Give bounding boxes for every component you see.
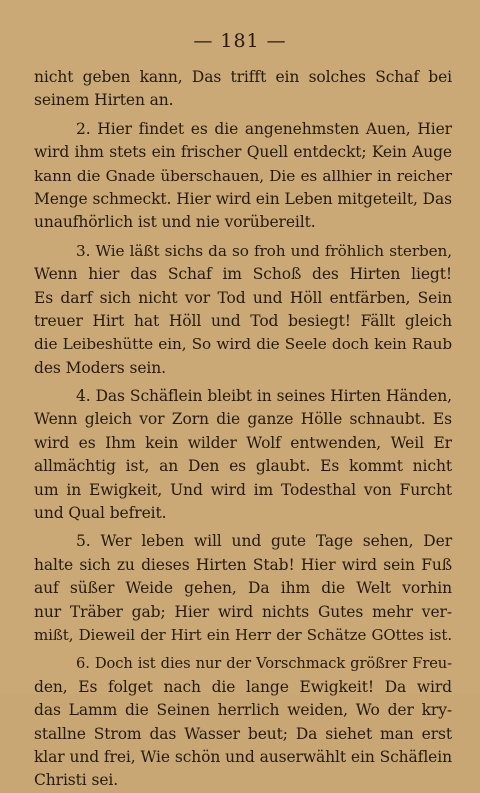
text-line: wird es Ihm kein wilder Wolf entwenden, Weil Er bbox=[34, 433, 452, 452]
text-line: wird ihm stets ein frischer Quell entdeckt; Kein Auge bbox=[34, 143, 452, 162]
text-line: nur Träber gab; Hier wird nichts Gutes mehr ver- bbox=[34, 602, 452, 621]
text-line: des Moders sein. bbox=[34, 358, 166, 377]
text-line: klar und frei, Wie schön und auserwählt ein Schäflein bbox=[34, 747, 452, 766]
text-line: 4. Das Schäflein bleibt in seines Hirten Händen, bbox=[76, 387, 452, 406]
text-line: um in Ewigkeit, Und wird im Todesthal von Furcht bbox=[34, 480, 452, 499]
text-line: allmächtig ist, an Den es glaubt. Es kommt nicht bbox=[34, 457, 452, 476]
text-line: Christi sei. bbox=[34, 771, 119, 790]
text-line: auf süßer Weide gehen, Da ihm die Welt vorhin bbox=[34, 579, 452, 598]
text-line: 6. Doch ist dies nur der Vorschmack größrer Freu- bbox=[76, 655, 452, 673]
text-line: Es darf sich nicht vor Tod und Höll entfärben, Sein bbox=[34, 288, 452, 307]
page-number: — 181 — bbox=[193, 30, 287, 52]
text-line: Menge schmeckt. Hier wird ein Leben mitgeteilt, Das bbox=[34, 189, 452, 208]
text-line: kann die Gnade überschauen, Die es allhier in reicher bbox=[34, 166, 452, 185]
text-line: die Leibeshütte ein, So wird die Seele doch kein Raub bbox=[34, 335, 452, 354]
text-line: unaufhörlich ist und nie vorübereilt. bbox=[34, 213, 316, 232]
text-line: seinem Hirten an. bbox=[34, 91, 174, 110]
text-line: stallne Strom das Wasser beut; Da siehet man erst bbox=[34, 724, 452, 743]
text-line: und Qual befreit. bbox=[34, 504, 167, 523]
text-line: den, Es folget nach die lange Ewigkeit! Da wird bbox=[34, 677, 452, 696]
text-line: 2. Hier findet es die angenehmsten Auen, Hier bbox=[76, 119, 452, 138]
text-line: treuer Hirt hat Höll und Tod besiegt! Fällt gleich bbox=[34, 311, 452, 330]
text-line: Wenn hier das Schaf im Schoß des Hirten liegt! bbox=[34, 265, 452, 284]
text-line: 5. Wer leben will und gute Tage sehen, Der bbox=[76, 532, 452, 551]
text-line: das Lamm die Seinen herrlich weiden, Wo der kry- bbox=[34, 701, 452, 720]
text-line: halte sich zu dieses Hirten Stab! Hier wird sein Fuß bbox=[34, 555, 452, 574]
text-line: nicht geben kann, Das trifft ein solches Schaf bei bbox=[34, 68, 452, 86]
text-line: 3. Wie läßt sichs da so froh und fröhlich sterben, bbox=[76, 241, 452, 260]
page-text bbox=[34, 66, 452, 793]
text-line: mißt, Dieweil der Hirt ein Herr der Schätze GOttes ist. bbox=[34, 625, 452, 644]
text-line: Wenn gleich vor Zorn die ganze Hölle schnaubt. Es bbox=[34, 410, 452, 429]
